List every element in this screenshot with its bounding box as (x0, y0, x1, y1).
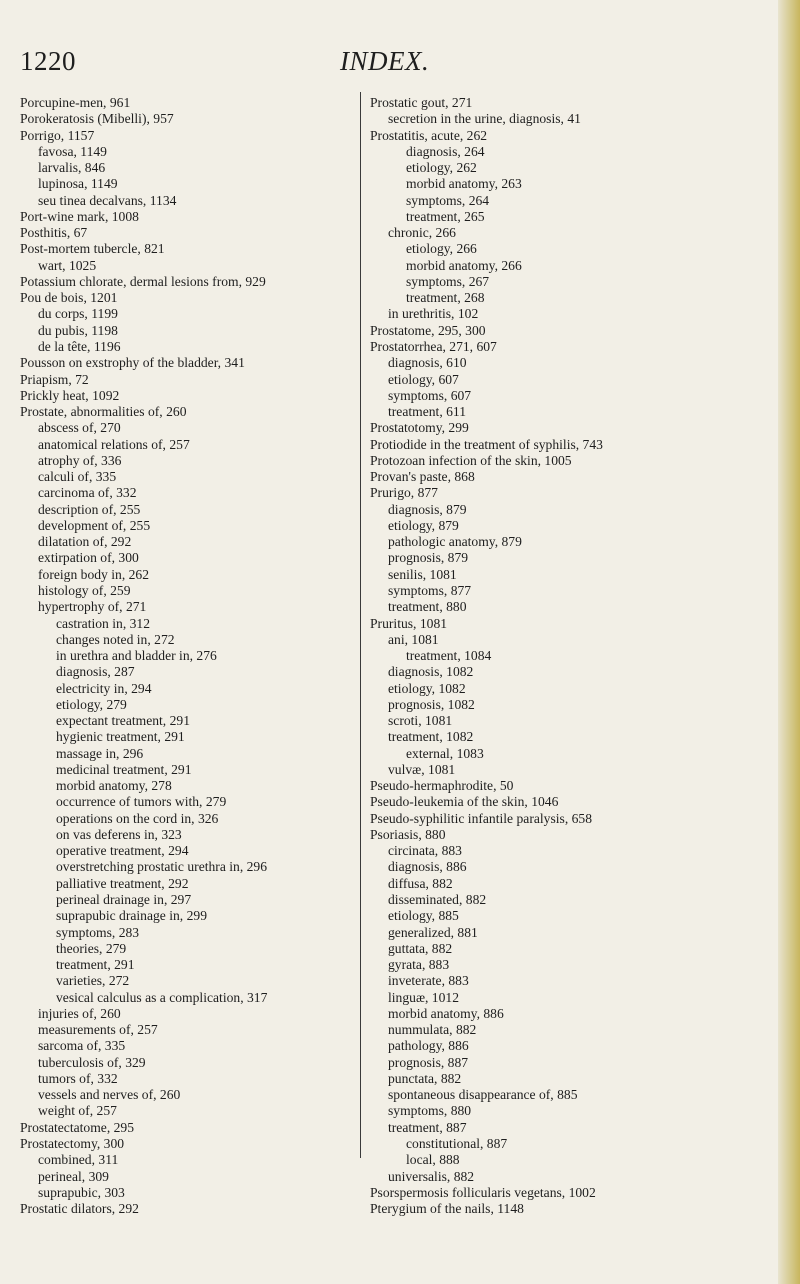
index-entry: Pruritus, 1081 (370, 615, 448, 631)
index-entry: Pseudo-leukemia of the skin, 1046 (370, 794, 559, 810)
index-entry: electricity in, 294 (56, 680, 152, 696)
index-entry: treatment, 611 (388, 404, 467, 420)
index-entry: prognosis, 887 (388, 1054, 469, 1070)
index-entry: massage in, 296 (56, 745, 144, 761)
index-entry: etiology, 1082 (388, 680, 466, 696)
index-entry: etiology, 607 (388, 371, 459, 387)
index-entry: Pou de bois, 1201 (20, 290, 118, 306)
index-entry: Porcupine-men, 961 (20, 95, 131, 110)
index-entry: prognosis, 879 (388, 550, 469, 566)
index-entry: expectant treatment, 291 (56, 713, 190, 729)
running-title: INDEX. (340, 46, 430, 76)
index-entry: lupinosa, 1149 (38, 176, 118, 192)
index-entry: etiology, 279 (56, 696, 127, 712)
index-entry: Pousson on exstrophy of the bladder, 341 (20, 355, 245, 371)
index-entry: Priapism, 72 (20, 371, 89, 387)
index-entry: Psoriasis, 880 (370, 826, 446, 842)
index-entry: Protiodide in the treatment of syphilis, 743 (370, 436, 603, 452)
column-divider (360, 92, 361, 1158)
index-entry: in urethra and bladder in, 276 (56, 648, 217, 664)
index-entry: Potassium chlorate, dermal lesions from, 929 (20, 273, 266, 289)
index-entry: atrophy of, 336 (38, 452, 122, 468)
index-entry: Pterygium of the nails, 1148 (370, 1201, 524, 1217)
index-entry: Posthitis, 67 (20, 225, 88, 241)
index-entry: castration in, 312 (56, 615, 151, 631)
index-entry: palliative treatment, 292 (56, 875, 189, 891)
index-entry: medicinal treatment, 291 (56, 761, 192, 777)
index-entry: tumors of, 332 (38, 1070, 118, 1086)
index-entry: local, 888 (406, 1152, 460, 1168)
index-entry: treatment, 265 (406, 208, 485, 224)
index-entry: senilis, 1081 (388, 566, 457, 582)
index-entry: wart, 1025 (38, 257, 97, 273)
index-entry: vulvæ, 1081 (388, 761, 456, 777)
index-entry: sarcoma of, 335 (38, 1038, 126, 1054)
index-entry: punctata, 882 (388, 1070, 462, 1086)
index-entry: Prostatotomy, 299 (370, 420, 469, 436)
index-entry: Protozoan infection of the skin, 1005 (370, 452, 572, 468)
index-entry: diagnosis, 1082 (388, 664, 474, 680)
index-entry: circinata, 883 (388, 843, 462, 859)
index-entry: morbid anatomy, 278 (56, 778, 172, 794)
index-entry: inveterate, 883 (388, 973, 469, 989)
index-entry: Prostatectomy, 300 (20, 1136, 125, 1151)
page-header (0, 46, 800, 76)
index-entry: spontaneous disappearance of, 885 (388, 1087, 578, 1103)
index-entry: treatment, 1084 (406, 648, 492, 664)
index-entry: Post-mortem tubercle, 821 (20, 241, 165, 257)
index-entry: etiology, 266 (406, 241, 477, 257)
index-entry: guttata, 882 (388, 940, 453, 956)
index-entry: vessels and nerves of, 260 (38, 1087, 181, 1103)
index-entry: tuberculosis of, 329 (38, 1054, 146, 1070)
index-entry: vesical calculus as a complication, 317 (56, 989, 268, 1005)
index-entry: theories, 279 (56, 940, 127, 956)
index-entry: chronic, 266 (388, 225, 456, 241)
index-entry: morbid anatomy, 266 (406, 257, 522, 273)
index-entry: Prickly heat, 1092 (20, 387, 120, 403)
index-entry: measurements of, 257 (38, 1022, 158, 1038)
index-entry: generalized, 881 (388, 924, 478, 940)
index-entry: symptoms, 877 (388, 582, 472, 598)
index-entry: calculi of, 335 (38, 469, 117, 485)
index-entry: Prostatic gout, 271 (370, 95, 473, 110)
index-entry: Prurigo, 877 (370, 485, 438, 501)
index-entry: gyrata, 883 (388, 957, 450, 973)
index-entry: pathology, 886 (388, 1038, 469, 1054)
index-entry: Provan's paste, 868 (370, 469, 475, 485)
index-entry: Prostatectatome, 295 (20, 1119, 135, 1135)
index-entry: symptoms, 607 (388, 387, 472, 403)
index-entry: nummulata, 882 (388, 1022, 477, 1038)
index-entry: operative treatment, 294 (56, 843, 189, 859)
index-column-left (20, 95, 350, 1217)
index-entry: linguæ, 1012 (388, 989, 459, 1005)
index-entry: external, 1083 (406, 745, 484, 761)
index-entry: anatomical relations of, 257 (38, 436, 190, 452)
index-entry: symptoms, 267 (406, 273, 490, 289)
index-entry: perineal, 309 (38, 1168, 109, 1184)
index-entry: constitutional, 887 (406, 1136, 508, 1151)
index-entry: abscess of, 270 (38, 420, 121, 436)
index-entry: Prostate, abnormalities of, 260 (20, 404, 187, 420)
index-entry: treatment, 291 (56, 957, 135, 973)
index-entry: diagnosis, 264 (406, 143, 485, 159)
index-entry: treatment, 1082 (388, 729, 474, 745)
index-entry: injuries of, 260 (38, 1005, 121, 1021)
index-entry: du pubis, 1198 (38, 322, 118, 338)
index-column-right (370, 95, 770, 1217)
index-entry: Porokeratosis (Mibelli), 957 (20, 111, 174, 127)
index-entry: symptoms, 880 (388, 1103, 472, 1119)
index-entry: ani, 1081 (388, 631, 439, 647)
index-entry: etiology, 885 (388, 908, 459, 924)
index-entry: Porrigo, 1157 (20, 127, 95, 143)
index-entry: favosa, 1149 (38, 143, 107, 159)
index-entry: pathologic anatomy, 879 (388, 534, 522, 550)
index-entry: diagnosis, 610 (388, 355, 467, 371)
index-entry: operations on the cord in, 326 (56, 810, 219, 826)
index-entry: Prostatitis, acute, 262 (370, 127, 488, 143)
index-entry: morbid anatomy, 886 (388, 1005, 504, 1021)
index-entry: weight of, 257 (38, 1103, 117, 1119)
index-entry: diffusa, 882 (388, 875, 453, 891)
index-entry: universalis, 882 (388, 1168, 475, 1184)
index-entry: suprapubic drainage in, 299 (56, 908, 207, 924)
index-entry: Pseudo-hermaphrodite, 50 (370, 778, 514, 794)
index-entry: Psorspermosis follicularis vegetans, 1002 (370, 1184, 596, 1200)
index-entry: Prostatorrhea, 271, 607 (370, 338, 497, 354)
index-entry: description of, 255 (38, 501, 141, 517)
index-entry: occurrence of tumors with, 279 (56, 794, 227, 810)
index-entry: extirpation of, 300 (38, 550, 139, 566)
index-entry: seu tinea decalvans, 1134 (38, 192, 177, 208)
index-entry: etiology, 262 (406, 160, 477, 176)
index-entry: symptoms, 264 (406, 192, 490, 208)
index-entry: Prostatic dilators, 292 (20, 1201, 139, 1217)
index-entry: perineal drainage in, 297 (56, 892, 192, 908)
index-entry: hypertrophy of, 271 (38, 599, 147, 615)
index-entry: suprapubic, 303 (38, 1184, 125, 1200)
index-entry: disseminated, 882 (388, 892, 487, 908)
index-entry: overstretching prostatic urethra in, 296 (56, 859, 268, 875)
index-entry: carcinoma of, 332 (38, 485, 137, 501)
index-entry: in urethritis, 102 (388, 306, 479, 322)
index-entry: on vas deferens in, 323 (56, 826, 182, 842)
index-entry: histology of, 259 (38, 582, 131, 598)
index-entry: diagnosis, 879 (388, 501, 467, 517)
index-entry: Pseudo-syphilitic infantile paralysis, 658 (370, 810, 593, 826)
index-entry: hygienic treatment, 291 (56, 729, 185, 745)
index-entry: larvalis, 846 (38, 160, 106, 176)
index-entry: du corps, 1199 (38, 306, 118, 322)
index-entry: symptoms, 283 (56, 924, 140, 940)
index-entry: scroti, 1081 (388, 713, 453, 729)
index-entry: diagnosis, 287 (56, 664, 135, 680)
index-entry: combined, 311 (38, 1152, 119, 1168)
index-entry: treatment, 887 (388, 1119, 467, 1135)
index-entry: diagnosis, 886 (388, 859, 467, 875)
index-entry: varieties, 272 (56, 973, 130, 989)
index-entry: morbid anatomy, 263 (406, 176, 522, 192)
index-entry: de la tête, 1196 (38, 338, 121, 354)
index-entry: treatment, 880 (388, 599, 467, 615)
index-entry: development of, 255 (38, 517, 151, 533)
index-entry: treatment, 268 (406, 290, 485, 306)
page-edge-shadow (778, 0, 800, 1284)
page-number: 1220 (20, 46, 76, 76)
index-entry: secretion in the urine, diagnosis, 41 (388, 111, 581, 127)
index-entry: Prostatome, 295, 300 (370, 322, 486, 338)
index-entry: prognosis, 1082 (388, 696, 475, 712)
index-entry: dilatation of, 292 (38, 534, 132, 550)
index-entry: Port-wine mark, 1008 (20, 208, 139, 224)
index-entry: changes noted in, 272 (56, 631, 175, 647)
index-entry: etiology, 879 (388, 517, 459, 533)
index-entry: foreign body in, 262 (38, 566, 150, 582)
